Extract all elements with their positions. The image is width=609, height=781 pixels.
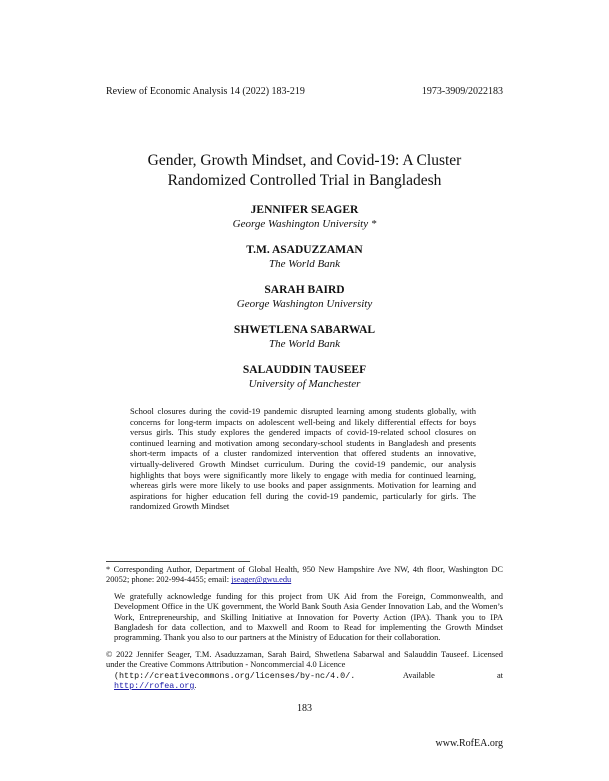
funding-note: We gratefully acknowledge funding for this project from UK Aid from the Foreign, Commonwealth, and Development Office in the UK government, the World Bank South Asia Gender Innovation Lab, and the Women’s Work, Entrepreneurship, and Skilling Initiative at Innovation for Poverty Action (IPA). Thank you to IPA Bangladesh for data collection, and to Maxwell and Room to Read for implementing the Growth Mindset programming. Thank you also to our partners at the Ministry of Education for their collaboration. [114,591,503,643]
paper-title [0,151,609,191]
copyright-note [106,650,503,692]
author-name: T.M. ASADUZZAMAN [246,244,363,256]
journal-citation: Review of Economic Analysis 14 (2022) 183-219 [106,86,305,97]
footnotes [106,565,503,697]
site-suffix: . [194,681,197,691]
title-line-2: Randomized Controlled Trial in Bangladesh [167,172,442,189]
abstract: School closures during the covid-19 pandemic disrupted learning among students globally, with concerns for long-term impacts on adolescent well-being and likely differential effects for boys versus girls. This study explores the gendered impacts of covid-19-related school closures on continued learning and motivation among secondary-school students in Bangladesh and presents short-term impacts of a cluster randomized intervention that offered students an innovative, virtually-delivered Growth Mindset curriculum. During the covid-19 pandemic, our analysis highlights that boys were significantly more likely to engage with media for continued learning, whereas girls were more likely to use books and paper assignments. Motivation for learning and aspirations for higher education fell during the covid-19 pandemic, particularly for girls. The randomized Growth Mindset [130,406,476,512]
author-block [0,203,609,231]
page-number: 183 [297,703,312,714]
author-block [0,243,609,271]
author-block [0,323,609,351]
author-block [0,363,609,391]
available-text: Available at [402,670,503,680]
author-affiliation: The World Bank [268,258,341,270]
author-affiliation: The World Bank [268,338,341,350]
title-line-1: Gender, Growth Mindset, and Covid-19: A Cluster [147,152,462,169]
author-name: SHWETLENA SABARWAL [233,324,376,336]
author-name: JENNIFER SEAGER [250,204,359,216]
corresponding-text: * Corresponding Author, Department of Global Health, 950 New Hampshire Ave NW, 4th floor, Washington DC 20052; phone: 202-994-4455; email: [106,565,503,585]
copyright-text: © 2022 Jennifer Seager, T.M. Asaduzzaman, Sarah Baird, Shwetlena Sabarwal and Salauddin Tauseef. Licensed under the Creative Commons Attribution - Noncommercial 4.0 Licence [106,649,503,670]
footer-website: www.RofEA.org [435,738,503,749]
author-affiliation: George Washington University * [232,218,377,230]
license-url[interactable]: (http://creativecommons.org/licenses/by-nc/4.0/. [114,670,356,681]
site-link[interactable]: http://rofea.org [114,681,195,692]
author-block [0,283,609,311]
email-link[interactable]: jseager@gwu.edu [231,575,292,585]
author-affiliation: George Washington University [236,298,373,310]
author-name: SARAH BAIRD [264,284,345,296]
corresponding-author-note [106,565,503,586]
author-name: SALAUDDIN TAUSEEF [242,364,367,376]
author-affiliation: University of Manchester [248,378,361,390]
footnote-divider [106,561,250,562]
issn: 1973-3909/2022183 [421,86,503,97]
